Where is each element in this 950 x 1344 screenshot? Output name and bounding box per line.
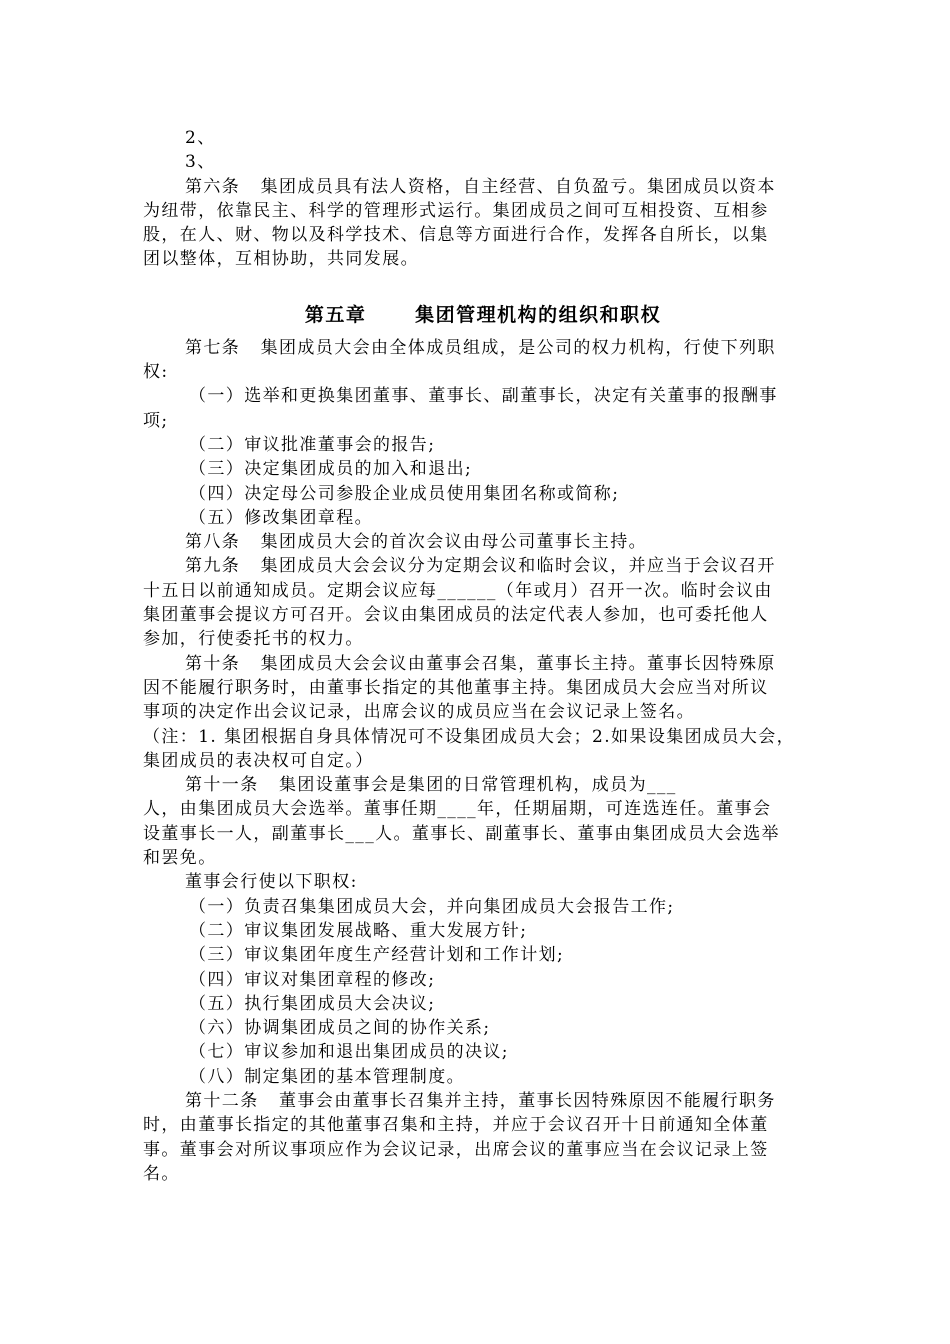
chapter-five-body xyxy=(143,336,823,1186)
text-line: （二）审议批准董事会的报告; xyxy=(189,434,436,455)
text-line: 名。 xyxy=(143,1163,180,1184)
spacer xyxy=(143,272,823,294)
text-line: 3、 xyxy=(185,152,216,173)
document-body xyxy=(143,126,823,1186)
text-line: 团以整体，互相协助，共同发展。 xyxy=(143,249,419,270)
text-line: 和罢免。 xyxy=(143,848,217,869)
text-line: 第十二条 董事会由董事长召集并主持，董事长因特殊原因不能履行职务 xyxy=(185,1090,776,1111)
text-line: 十五日以前通知成员。定期会议应每______（年或月）召开一次。临时会议由 xyxy=(143,580,773,601)
text-line: 集团成员的表决权可自定。） xyxy=(143,750,374,771)
text-line: 董事会行使以下职权: xyxy=(185,872,358,893)
text-line: 项; xyxy=(143,410,169,431)
article-block-six xyxy=(143,126,823,272)
text-line: 因不能履行职务时，由董事长指定的其他董事主持。集团成员大会应当对所议 xyxy=(143,677,769,698)
text-line: （一）选举和更换集团董事、董事长、副董事长，决定有关董事的报酬事 xyxy=(189,386,778,407)
text-line: （七）审议参加和退出集团成员的决议; xyxy=(189,1042,509,1063)
text-line: 股，在人、财、物以及科学技术、信息等方面进行合作，发挥各自所长，以集 xyxy=(143,225,769,246)
text-line: 参加，行使委托书的权力。 xyxy=(143,629,364,650)
text-line: 时，由董事长指定的其他董事召集和主持，并应于会议召开十日前通知全体董 xyxy=(143,1115,769,1136)
text-line: 第八条 集团成员大会的首次会议由母公司董事长主持。 xyxy=(185,532,648,553)
text-line: 第九条 集团成员大会会议分为定期会议和临时会议，并应当于会议召开 xyxy=(185,556,776,577)
text-line: 事。董事会对所议事项应作为会议记录，出席会议的董事应当在会议记录上签 xyxy=(143,1139,769,1160)
text-line: 第十条 集团成员大会会议由董事会召集，董事长主持。董事长因特殊原 xyxy=(185,653,776,674)
text-line: 第六条 集团成员具有法人资格，自主经营、自负盈亏。集团成员以资本 xyxy=(185,176,776,197)
text-line: （八）制定集团的基本管理制度。 xyxy=(189,1066,465,1087)
text-line: 权: xyxy=(143,362,169,383)
text-line: （六）协调集团成员之间的协作关系; xyxy=(189,1018,491,1039)
text-line: 人，由集团成员大会选举。董事任期____年，任期届期，可连选连任。董事会 xyxy=(143,799,772,820)
text-line: 第七条 集团成员大会由全体成员组成，是公司的权力机构，行使下列职 xyxy=(185,337,776,358)
text-line: 事项的决定作出会议记录，出席会议的成员应当在会议记录上签名。 xyxy=(143,702,695,723)
text-line: 第十一条 集团设董事会是集团的日常管理机构，成员为___ xyxy=(185,775,677,796)
text-line: （五）修改集团章程。 xyxy=(189,507,373,528)
text-line: 为纽带，依靠民主、科学的管理形式运行。集团成员之间可互相投资、互相参 xyxy=(143,200,769,221)
text-line: （四）决定母公司参股企业成员使用集团名称或简称; xyxy=(189,483,620,504)
text-line: （四）审议对集团章程的修改; xyxy=(189,969,436,990)
text-line: （二）审议集团发展战略、重大发展方针; xyxy=(189,920,528,941)
text-line: （五）执行集团成员大会决议; xyxy=(189,993,436,1014)
chapter-title: 第五章 集团管理机构的组织和职权 xyxy=(304,303,662,326)
text-line: （注：1. 集团根据自身具体情况可不设集团成员大会；2.如果设集团成员大会， xyxy=(143,726,796,747)
text-line: 集团董事会提议方可召开。会议由集团成员的法定代表人参加，也可委托他人 xyxy=(143,605,769,626)
text-line: （三）决定集团成员的加入和退出; xyxy=(189,459,473,480)
text-line: 2、 xyxy=(185,128,216,148)
text-line: （三）审议集团年度生产经营计划和工作计划; xyxy=(189,945,565,966)
text-line: 设董事长一人，副董事长___人。董事长、副董事长、董事由集团成员大会选举 xyxy=(143,823,780,844)
text-line: （一）负责召集集团成员大会，并向集团成员大会报告工作; xyxy=(189,896,675,917)
